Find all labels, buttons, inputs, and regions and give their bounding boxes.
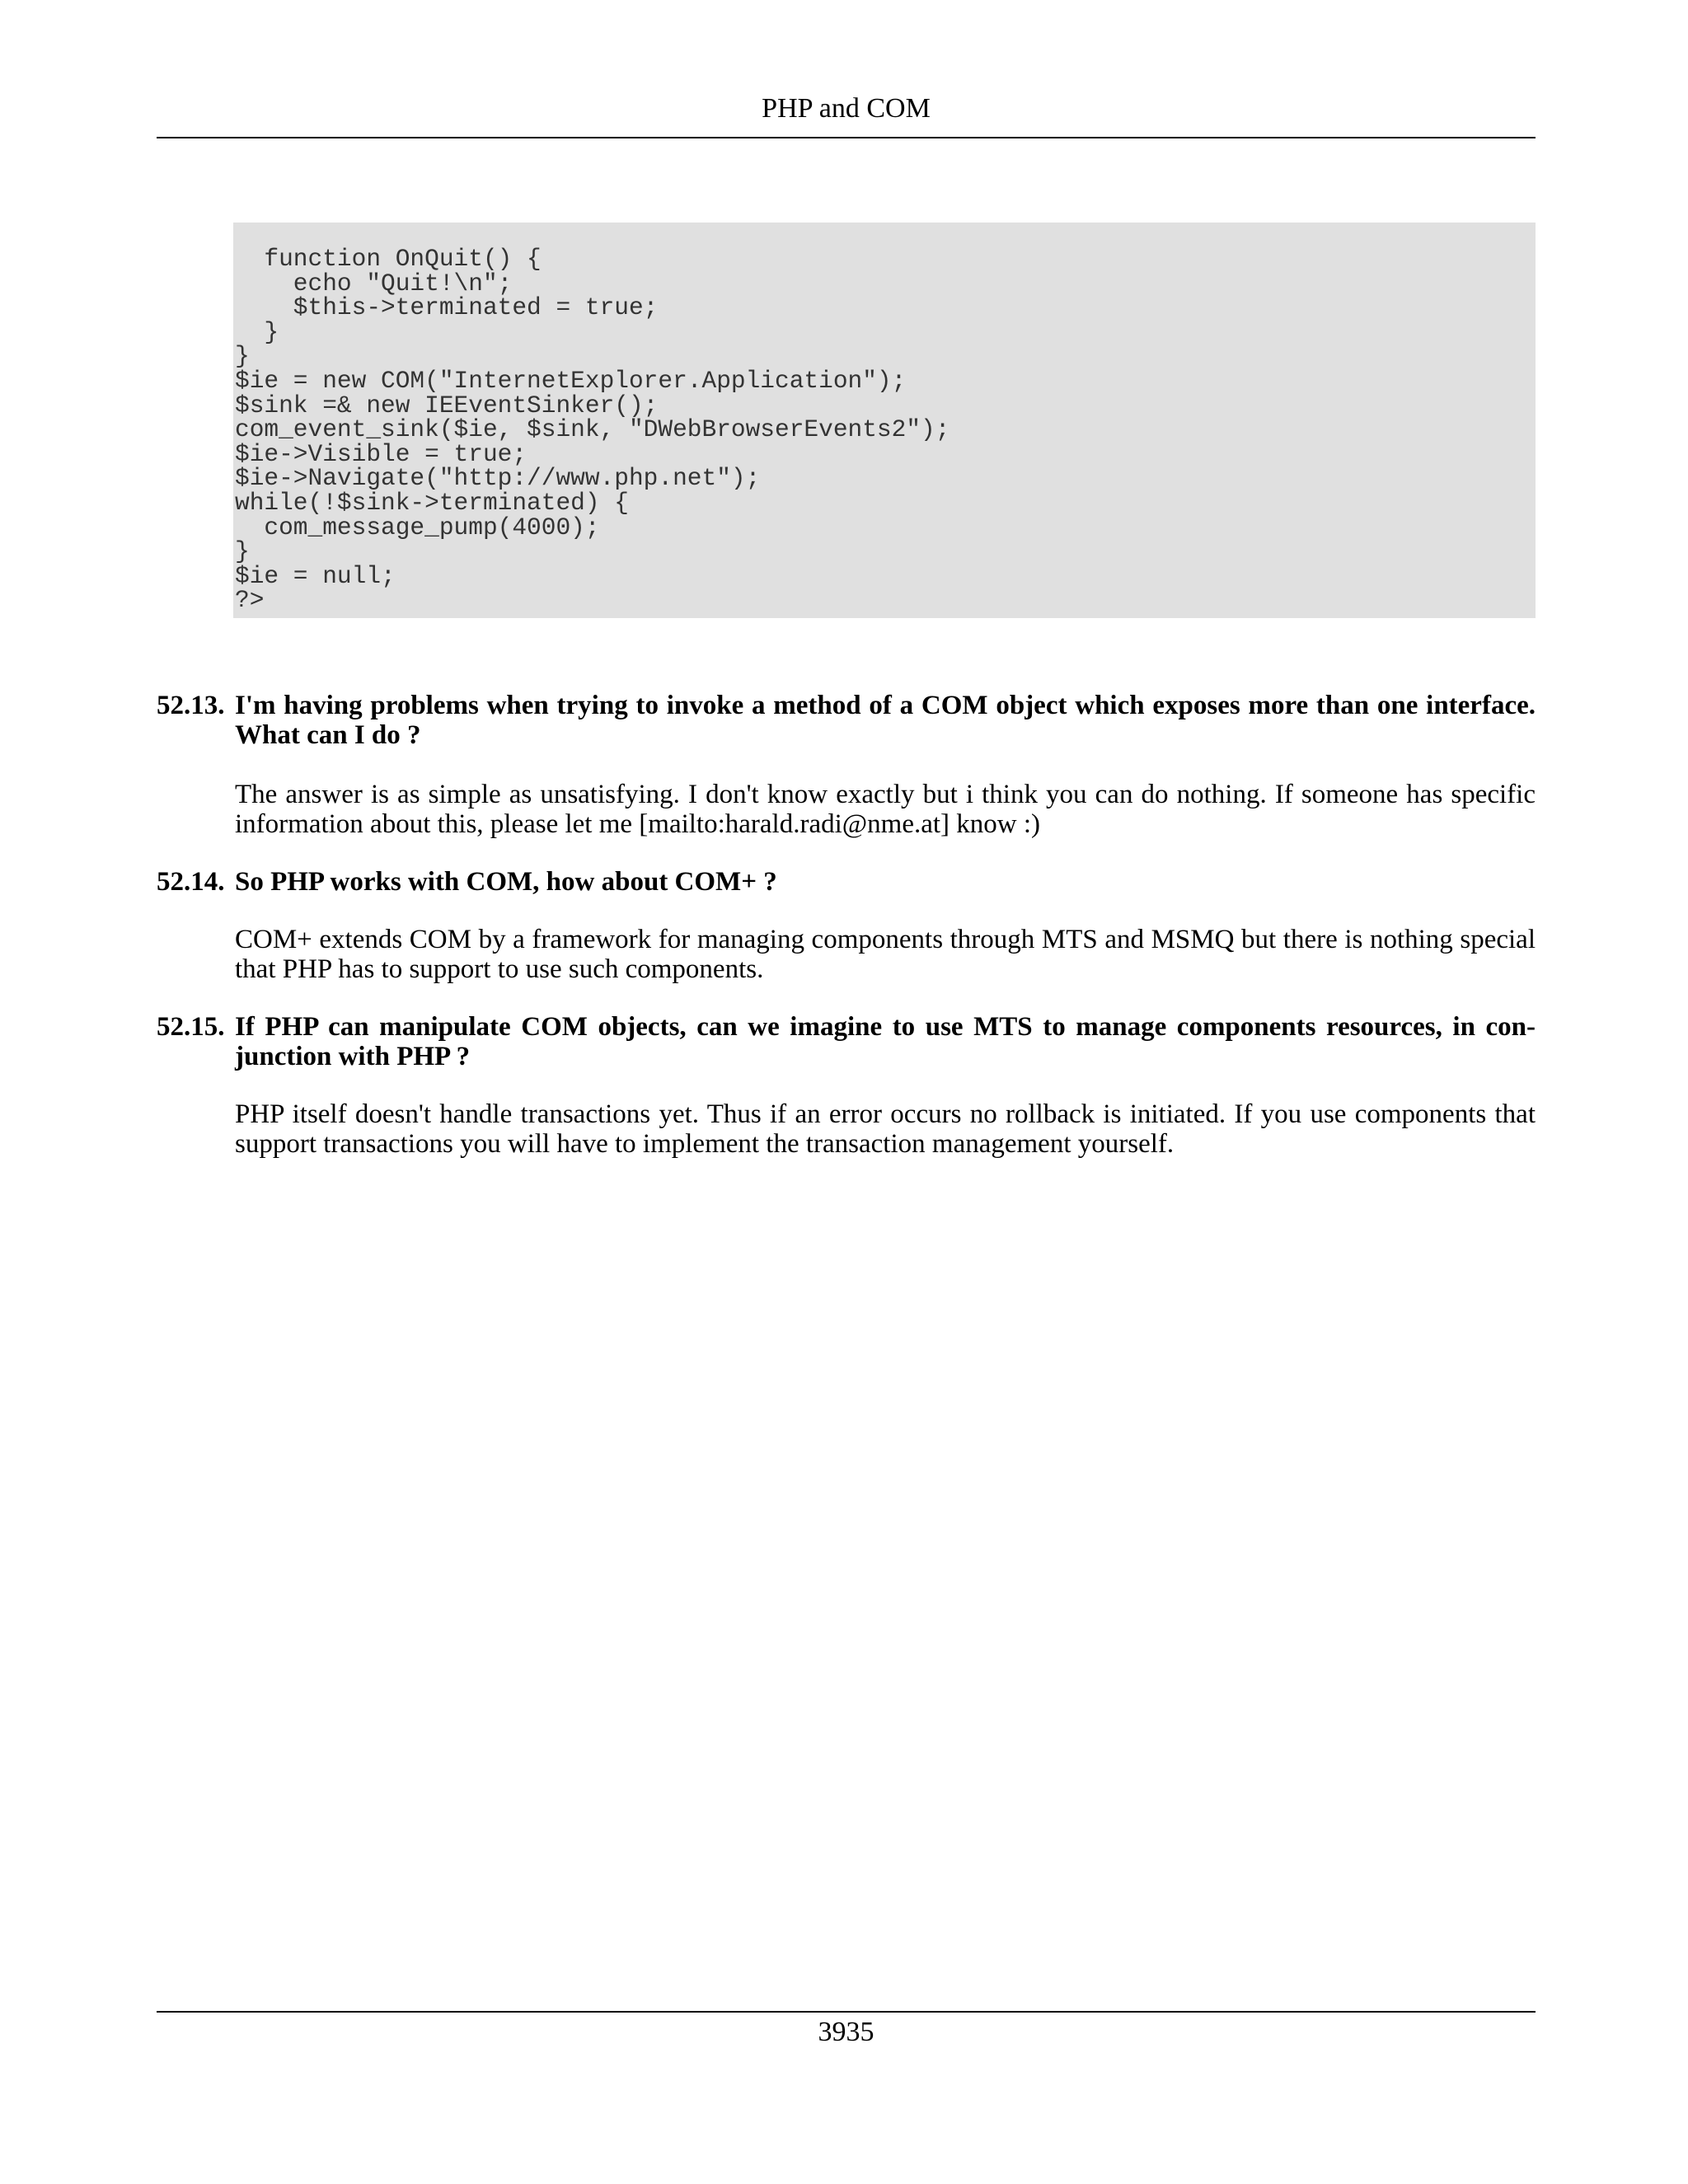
header-rule — [157, 137, 1536, 138]
faq-question-text: I'm having problems when trying to invoke a method of a COM object which exposes more than one interface. What can I do ? — [235, 691, 1536, 750]
faq-question-52-14 — [157, 867, 1536, 897]
code-line: com_message_pump(4000); — [235, 513, 600, 541]
code-line: function OnQuit() { — [235, 245, 542, 273]
faq-question-text: So PHP works with COM, how about COM+ ? — [235, 867, 777, 897]
page-header-title: PHP and COM — [762, 93, 931, 124]
code-line: $ie->Navigate("http://www.php.net"); — [235, 464, 761, 493]
page-number: 3935 — [818, 2017, 874, 2047]
code-line: com_event_sink($ie, $sink, "DWebBrowserEvents2"); — [235, 415, 950, 444]
code-line: $ie = null; — [235, 561, 396, 590]
faq-number: 52.15. — [157, 1012, 225, 1042]
code-line: $ie = new COM("InternetExplorer.Application"); — [235, 366, 907, 395]
code-line: $ie->Visible = true; — [235, 439, 528, 468]
code-line: } — [235, 537, 250, 566]
faq-answer-52-15: PHP itself doesn't handle transactions yet. Thus if an error occurs no rollback is initiated. If you use components that support transactions you will have to implement the transaction management yourself. — [235, 1099, 1536, 1159]
code-line: echo "Quit!\n"; — [235, 269, 513, 298]
code-line: $sink =& new IEEventSinker(); — [235, 391, 659, 419]
code-line: $this->terminated = true; — [235, 293, 659, 322]
code-line: while(!$sink->terminated) { — [235, 488, 629, 517]
faq-number: 52.13. — [157, 691, 225, 720]
code-line: } — [235, 317, 279, 346]
faq-answer-52-13: The answer is as simple as unsatisfying. I don't know exactly but i think you can do nothing. If someone has specific information about this, please let me [mailto:harald.radi@nme.at] know :) — [235, 780, 1536, 839]
code-line: ?> — [235, 586, 265, 615]
faq-question-text: If PHP can manipulate COM objects, can we imagine to use MTS to manage components resources, in conjunction with PHP ? — [235, 1012, 1536, 1071]
faq-question-52-15 — [157, 1012, 1536, 1071]
code-block — [233, 223, 1536, 618]
faq-number: 52.14. — [157, 867, 225, 897]
faq-question-52-13 — [157, 691, 1536, 750]
faq-answer-52-14: COM+ extends COM by a framework for managing components through MTS and MSMQ but there is nothing special that PHP has to support to use such components. — [235, 925, 1536, 984]
footer-rule — [157, 2011, 1536, 2013]
code-line: } — [235, 342, 250, 371]
